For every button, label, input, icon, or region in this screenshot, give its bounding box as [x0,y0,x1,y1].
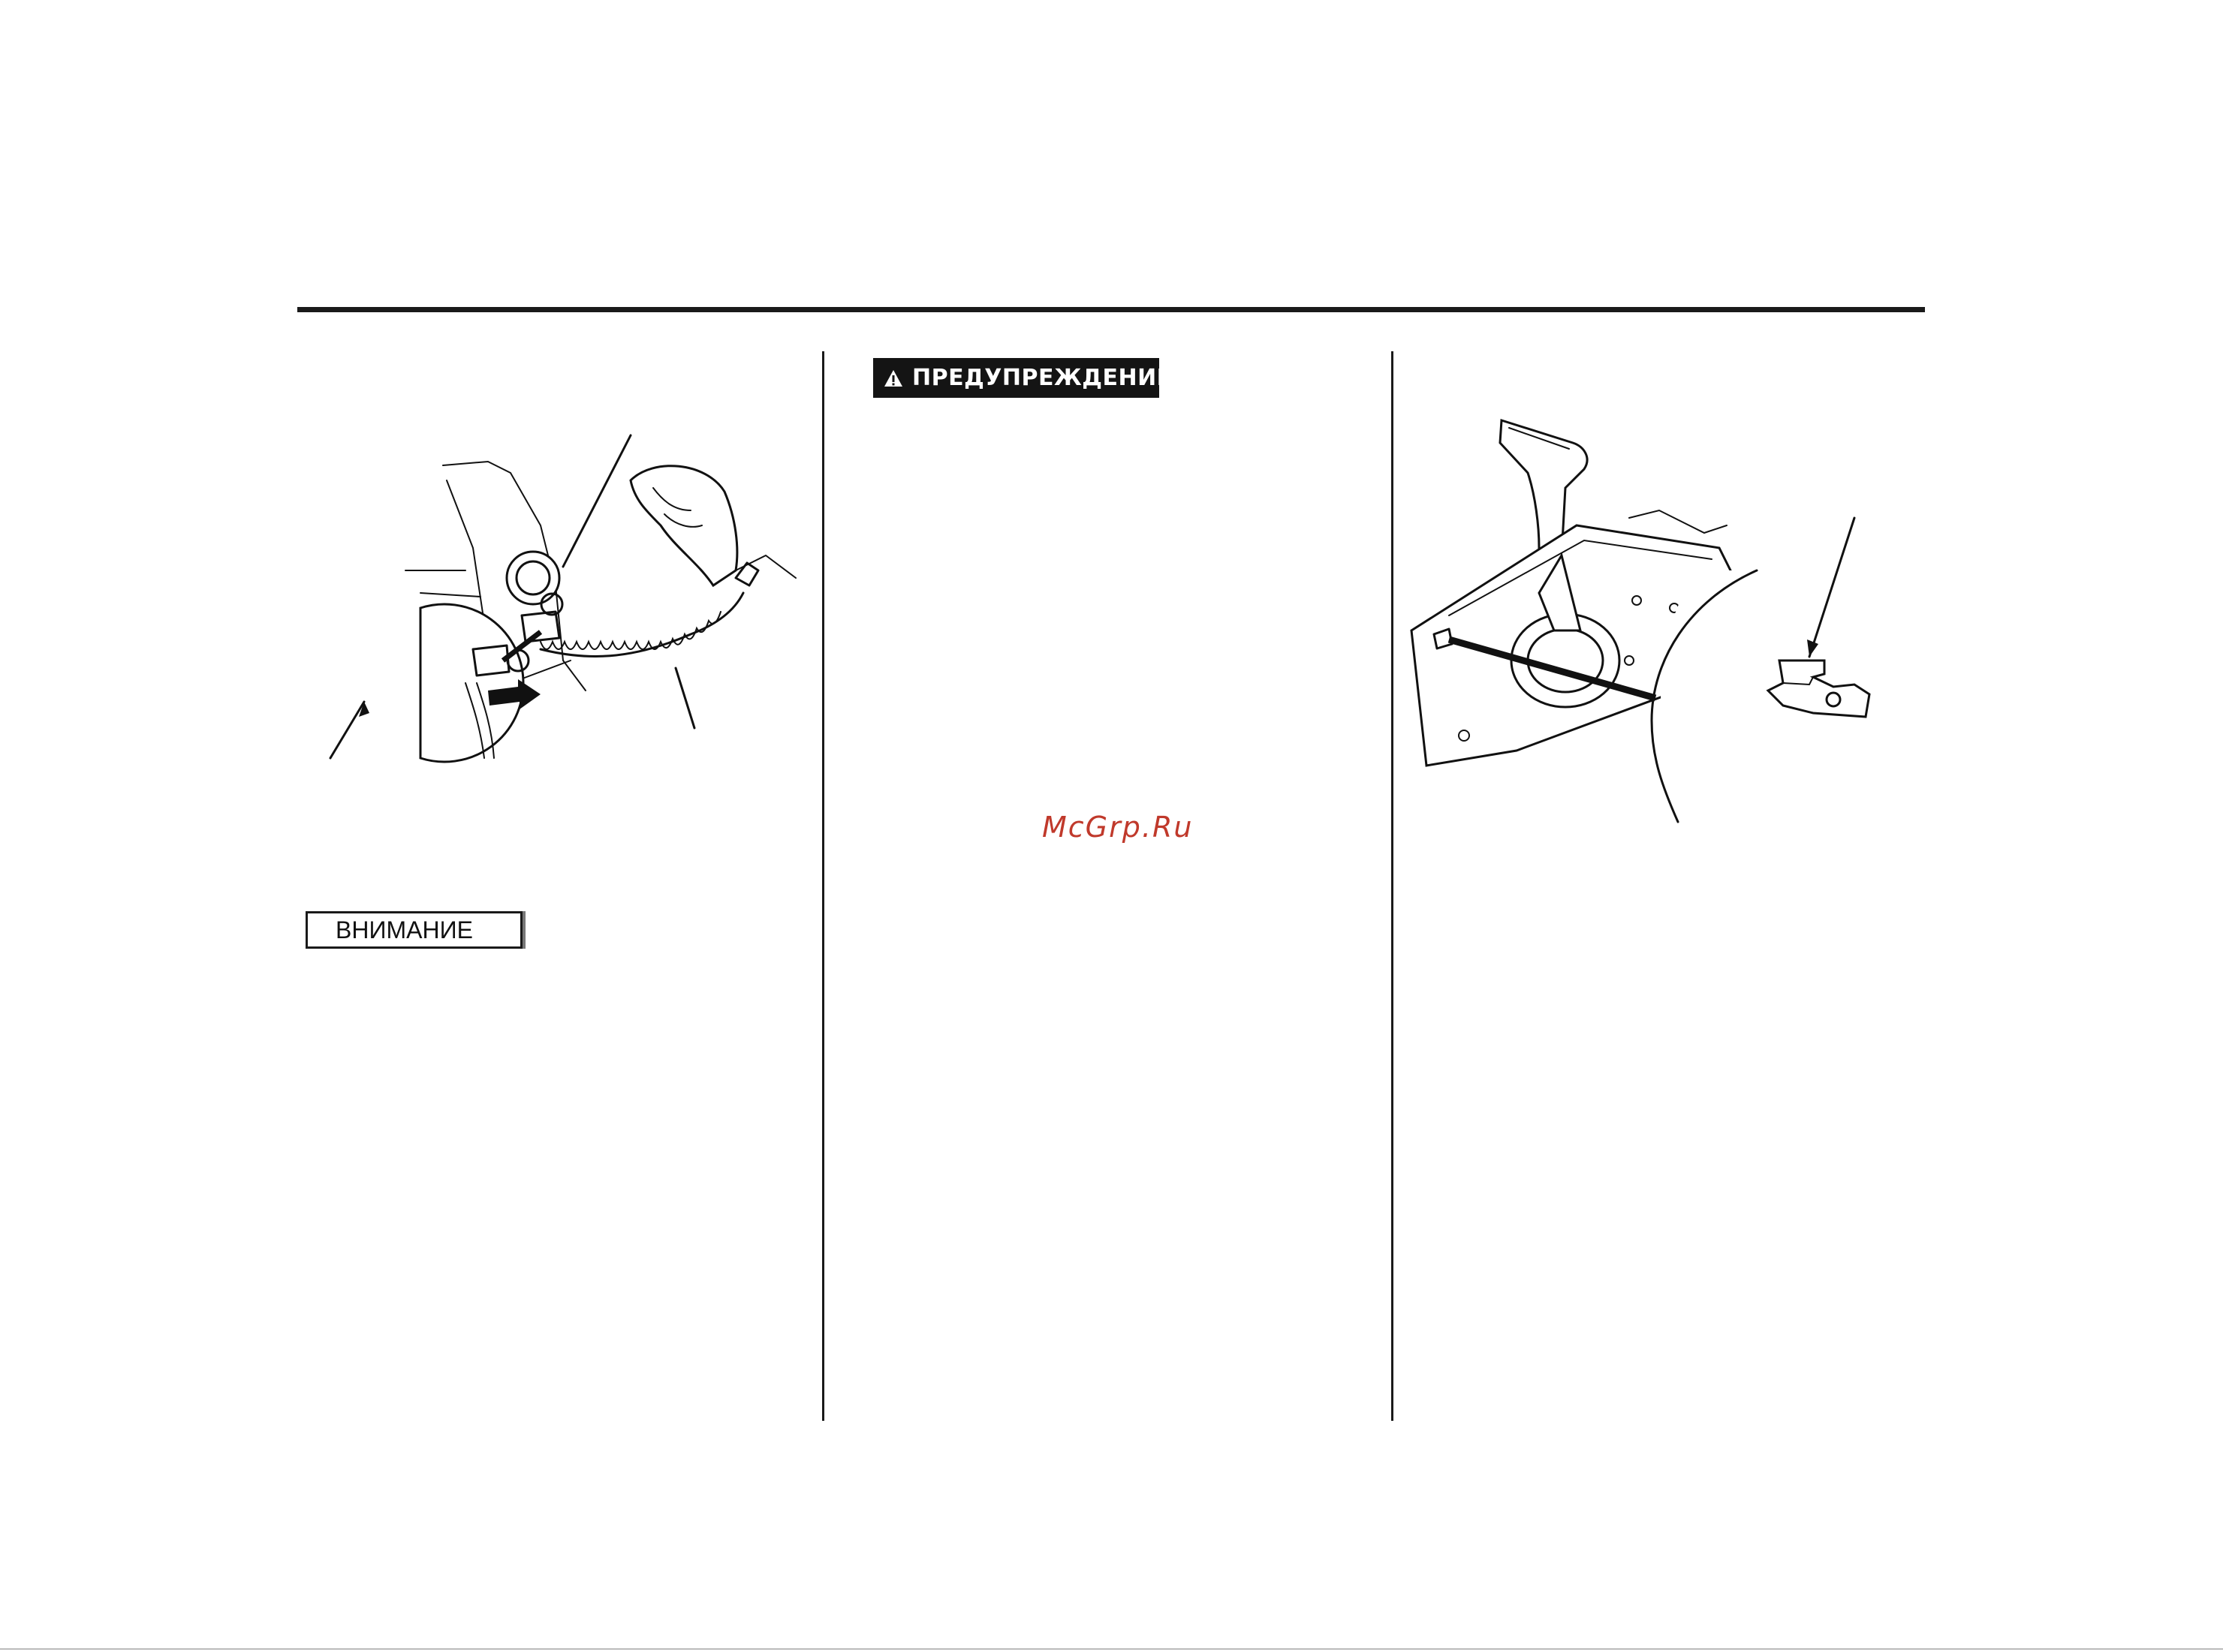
warning-triangle-icon [884,369,903,387]
watermark: McGrp.Ru [1042,811,1194,844]
attention-label [306,911,523,949]
top-rule [297,307,1925,312]
remote-control-spare-clip-illustration [1404,405,1884,826]
column-divider-left [822,351,824,1421]
column-divider-right [1391,351,1393,1421]
attention-label-text: ВНИМАНИЕ [336,916,473,943]
stop-switch-lanyard-illustration [315,435,796,766]
warning-label [873,358,1173,398]
page-bottom-edge [0,1648,2223,1650]
warning-label-text: ПРЕДУПРЕЖДЕНИЕ [912,365,1173,391]
